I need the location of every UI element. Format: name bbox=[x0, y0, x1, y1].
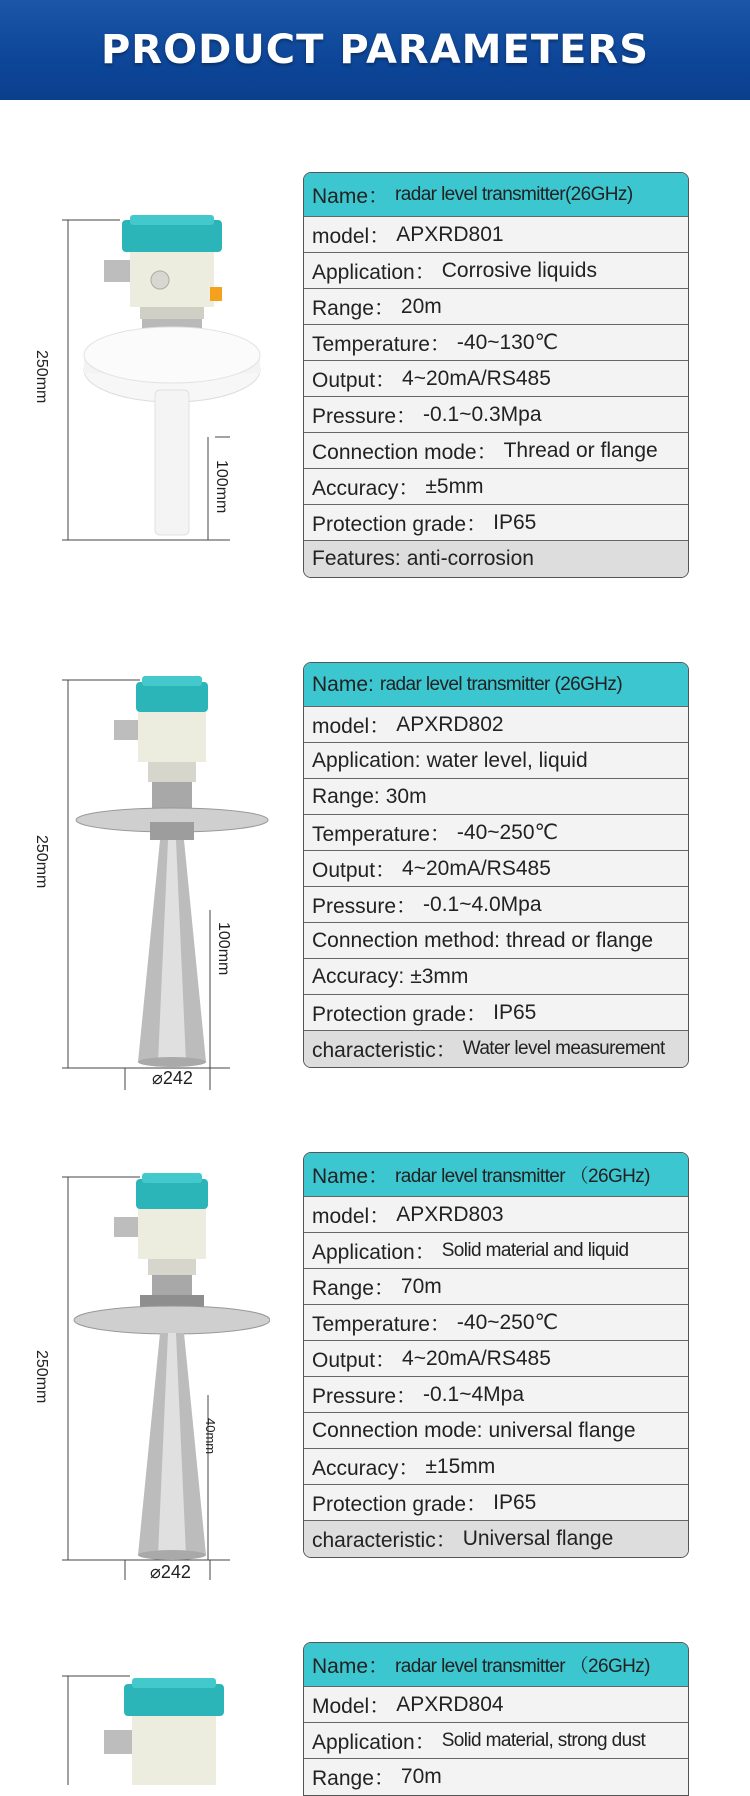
table-header-row bbox=[304, 663, 688, 707]
param-value: radar level transmitter(26GHz) bbox=[395, 183, 633, 205]
table-row bbox=[304, 397, 688, 433]
table-row bbox=[304, 1723, 688, 1759]
param-label: Name： bbox=[312, 1164, 390, 1188]
param-value: -40~130℃ bbox=[456, 331, 559, 354]
table-row bbox=[304, 887, 688, 923]
table-row bbox=[304, 505, 688, 541]
param-value: IP65 bbox=[493, 1000, 537, 1024]
table-row bbox=[304, 1485, 688, 1521]
table-header-row bbox=[304, 173, 688, 217]
param-label: characteristic： bbox=[312, 1529, 457, 1552]
product-3-height-label: 250mm bbox=[33, 1350, 50, 1404]
param-value: radar level transmitter （26GHz) bbox=[395, 1166, 650, 1187]
param-value: ±15mm bbox=[425, 1454, 496, 1478]
product-3-table bbox=[303, 1152, 689, 1558]
param-value: 70m bbox=[400, 1274, 442, 1298]
param-value: Corrosive liquids bbox=[441, 258, 597, 282]
param-value: water level, liquid bbox=[426, 748, 588, 772]
table-row bbox=[304, 959, 688, 995]
param-label: Temperature： bbox=[312, 822, 451, 846]
table-row bbox=[304, 851, 688, 887]
table-row bbox=[304, 433, 688, 469]
table-row bbox=[304, 779, 688, 815]
param-value: -0.1~4Mpa bbox=[423, 1382, 525, 1406]
param-label: Features: bbox=[312, 547, 401, 570]
param-value: ±5mm bbox=[425, 474, 484, 498]
param-value: -40~250℃ bbox=[456, 821, 559, 844]
page-title: PRODUCT PARAMETERS bbox=[100, 27, 650, 73]
param-value: APXRD802 bbox=[396, 712, 504, 736]
product-1-drawing bbox=[60, 205, 270, 605]
product-1-table bbox=[303, 172, 689, 578]
table-row bbox=[304, 1759, 688, 1795]
table-row bbox=[304, 1305, 688, 1341]
product-4-drawing bbox=[60, 1672, 270, 1785]
param-value: ±3mm bbox=[410, 964, 469, 988]
param-value: universal flange bbox=[488, 1418, 636, 1442]
param-label: Output： bbox=[312, 1348, 397, 1372]
table-header-row bbox=[304, 1153, 688, 1197]
table-row bbox=[304, 361, 688, 397]
param-label: Name： bbox=[312, 184, 390, 208]
param-label: Connection mode: bbox=[312, 1418, 483, 1442]
param-label: Protection grade： bbox=[312, 1002, 488, 1026]
param-value: Thread or flange bbox=[503, 438, 658, 462]
table-row bbox=[304, 1449, 688, 1485]
param-value: radar level transmitter (26GHz) bbox=[379, 673, 623, 695]
param-value: radar level transmitter （26GHz) bbox=[395, 1656, 650, 1677]
param-value: APXRD804 bbox=[396, 1692, 504, 1716]
param-value: IP65 bbox=[493, 510, 537, 534]
table-row bbox=[304, 1031, 688, 1067]
page-banner bbox=[0, 0, 750, 100]
param-value: thread or flange bbox=[505, 928, 654, 952]
product-1-probe-label: 100mm bbox=[213, 460, 230, 514]
param-label: Name: bbox=[312, 672, 374, 696]
param-value: APXRD801 bbox=[396, 222, 504, 246]
param-label: Range： bbox=[312, 1276, 395, 1300]
param-value: IP65 bbox=[493, 1490, 537, 1514]
param-value: 30m bbox=[385, 784, 427, 808]
param-label: characteristic： bbox=[312, 1039, 457, 1062]
param-label: Pressure： bbox=[312, 1384, 418, 1408]
param-value: -0.1~0.3Mpa bbox=[423, 402, 542, 426]
param-value: -40~250℃ bbox=[456, 1311, 559, 1334]
param-label: Protection grade： bbox=[312, 512, 488, 536]
product-2-diameter-label: ⌀242 bbox=[152, 1068, 193, 1088]
param-label: Pressure： bbox=[312, 894, 418, 918]
table-row bbox=[304, 217, 688, 253]
table-header-row bbox=[304, 1643, 688, 1687]
table-row bbox=[304, 707, 688, 743]
param-value: -0.1~4.0Mpa bbox=[423, 892, 542, 916]
param-value: 4~20mA/RS485 bbox=[402, 1346, 551, 1370]
param-label: Range： bbox=[312, 296, 395, 320]
param-value: Solid material, strong dust bbox=[441, 1729, 646, 1751]
param-label: Application： bbox=[312, 1730, 436, 1754]
param-label: Name： bbox=[312, 1654, 390, 1678]
table-row bbox=[304, 1377, 688, 1413]
product-3-drawing bbox=[60, 1165, 270, 1565]
table-row bbox=[304, 1233, 688, 1269]
param-label: Pressure： bbox=[312, 404, 418, 428]
param-value: APXRD803 bbox=[396, 1202, 504, 1226]
param-label: Temperature： bbox=[312, 332, 451, 356]
param-value: 70m bbox=[400, 1765, 442, 1788]
param-label: Accuracy: bbox=[312, 964, 405, 988]
table-row bbox=[304, 995, 688, 1031]
param-label: Accuracy： bbox=[312, 476, 420, 500]
param-label: Output： bbox=[312, 368, 397, 392]
table-row bbox=[304, 923, 688, 959]
param-value: Universal flange bbox=[462, 1527, 614, 1550]
table-row bbox=[304, 469, 688, 505]
param-label: Range： bbox=[312, 1767, 395, 1790]
table-row bbox=[304, 1197, 688, 1233]
param-label: Model： bbox=[312, 1694, 391, 1718]
product-1-height-label: 250mm bbox=[33, 350, 50, 404]
param-label: Temperature： bbox=[312, 1312, 451, 1336]
param-label: Application： bbox=[312, 1240, 436, 1264]
param-label: Accuracy： bbox=[312, 1456, 420, 1480]
product-2-drawing bbox=[60, 670, 270, 1070]
product-3-probe-label: 40mm bbox=[203, 1418, 218, 1455]
table-row bbox=[304, 815, 688, 851]
param-value: Water level measurement bbox=[462, 1038, 665, 1059]
param-label: Range: bbox=[312, 784, 380, 808]
product-4-table bbox=[303, 1642, 689, 1796]
param-label: Application: bbox=[312, 748, 421, 772]
param-label: Connection method: bbox=[312, 928, 500, 952]
param-label: model： bbox=[312, 714, 391, 738]
table-row bbox=[304, 1341, 688, 1377]
product-2-probe-label: 100mm bbox=[215, 922, 232, 976]
table-row bbox=[304, 743, 688, 779]
table-row bbox=[304, 325, 688, 361]
param-value: 4~20mA/RS485 bbox=[402, 366, 551, 390]
table-row bbox=[304, 541, 688, 577]
param-value: 20m bbox=[400, 294, 442, 318]
param-label: Protection grade： bbox=[312, 1492, 488, 1516]
product-3-diameter-label: ⌀242 bbox=[150, 1562, 191, 1582]
product-2-height-label: 250mm bbox=[33, 835, 50, 889]
product-2-table bbox=[303, 662, 689, 1068]
table-row bbox=[304, 1413, 688, 1449]
table-row bbox=[304, 1269, 688, 1305]
param-label: Output： bbox=[312, 858, 397, 882]
param-value: Solid material and liquid bbox=[441, 1239, 629, 1261]
param-label: Connection mode： bbox=[312, 440, 498, 464]
param-value: anti-corrosion bbox=[406, 547, 534, 570]
table-row bbox=[304, 1521, 688, 1557]
table-row bbox=[304, 253, 688, 289]
param-label: model： bbox=[312, 1204, 391, 1228]
param-label: Application： bbox=[312, 260, 436, 284]
table-row bbox=[304, 289, 688, 325]
param-value: 4~20mA/RS485 bbox=[402, 856, 551, 880]
table-row bbox=[304, 1687, 688, 1723]
param-label: model： bbox=[312, 224, 391, 248]
